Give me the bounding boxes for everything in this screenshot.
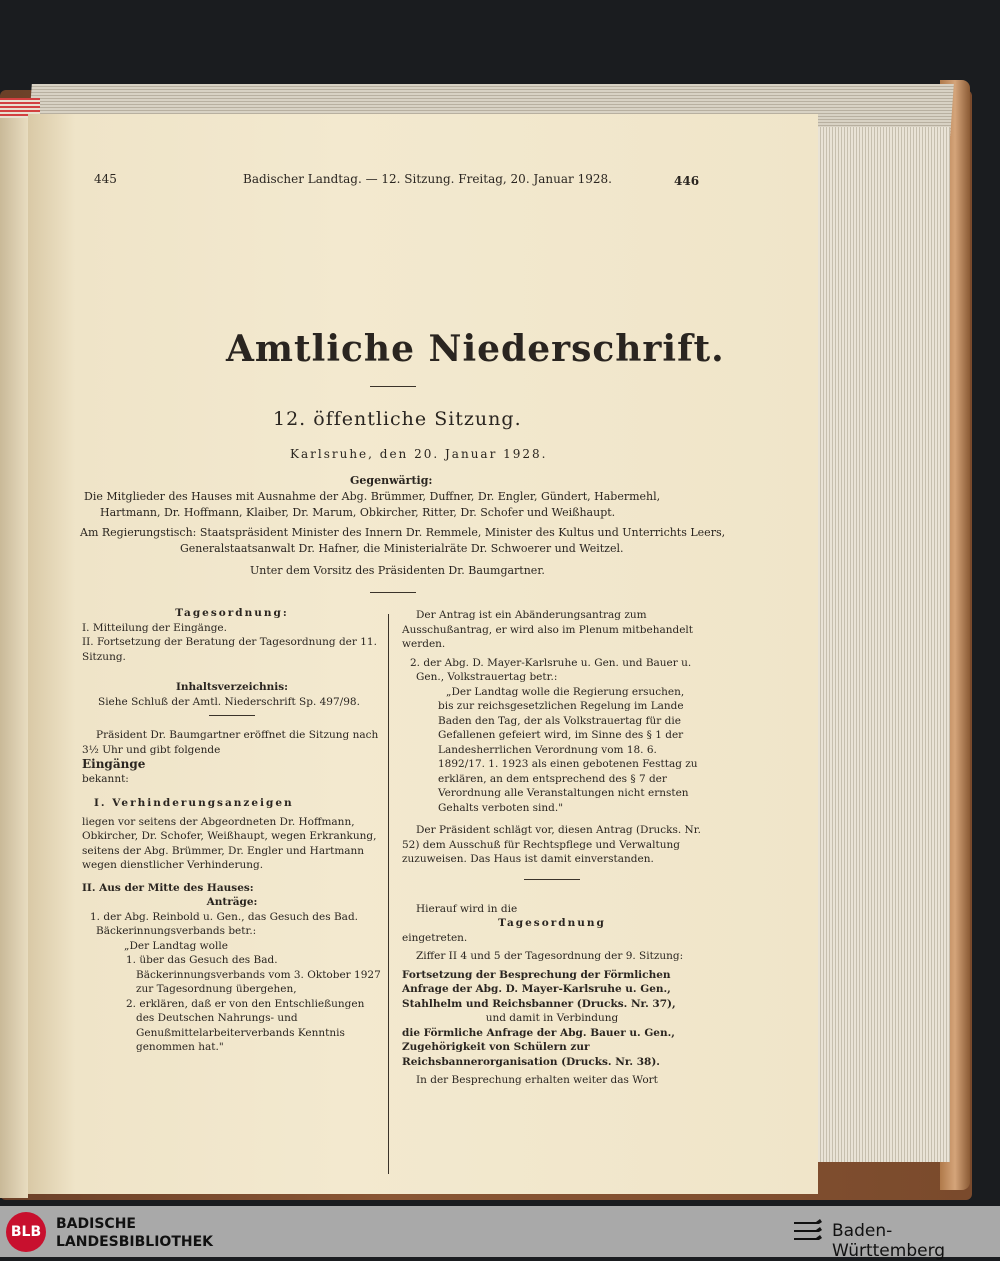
right-rule bbox=[524, 879, 580, 880]
section-1-heading: I. Verhinderungsanzeigen bbox=[94, 797, 294, 809]
page-number-right: 446 bbox=[674, 174, 700, 188]
contents-heading: Inhaltsverzeichnis: bbox=[175, 681, 289, 693]
right-paragraph-2: Der Präsident schlägt vor, diesen Antrag (Drucks. Nr. 52) dem Ausschuß für Rechtspflege und Verwaltung zuzuweisen. Das Haus ist damit einverstanden. bbox=[402, 824, 701, 865]
blb-name[interactable] bbox=[56, 1215, 213, 1251]
session-title: 12. öffentliche Sitzung. bbox=[273, 408, 522, 430]
opening-text: Präsident Dr. Baumgartner eröffnet die Sitzung nach 3½ Uhr und gibt folgende bbox=[82, 729, 379, 756]
right-paragraph-1: Der Antrag ist ein Abänderungsantrag zum Ausschußantrag, er wird also im Plenum mitbehandelt werden. bbox=[402, 609, 693, 650]
bw-label[interactable]: Baden-Württemberg bbox=[832, 1221, 946, 1261]
present-heading: Gegenwärtig: bbox=[350, 474, 433, 487]
tagesordnung-heading: Tagesordnung bbox=[498, 917, 606, 929]
page-edges-right bbox=[800, 127, 950, 1162]
bekannt-text: bekannt: bbox=[82, 772, 129, 785]
document-title: Amtliche Niederschrift. bbox=[226, 328, 725, 370]
footer-bar bbox=[0, 1206, 1000, 1261]
quote-start: „Der Landtag wolle bbox=[124, 939, 228, 952]
blb-logo-icon[interactable]: BLB bbox=[6, 1212, 46, 1252]
antrag-2: 2. der Abg. D. Mayer-Karlsruhe u. Gen. und Bauer u. Gen., Volkstrauertag betr.: bbox=[410, 656, 692, 683]
present-line-1: Die Mitglieder des Hauses mit Ausnahme der Abg. Brümmer, Duffner, Dr. Engler, Gündert, Habermehl, bbox=[84, 490, 661, 503]
page-number-left: 445 bbox=[94, 172, 117, 186]
section-1-text: liegen vor seitens der Abgeordneten Dr. Hoffmann, Obkircher, Dr. Schofer, Weißhaupt, wegen Erkrankung, seitens der Abg. Brümmer, Dr. Engler und Hartmann wegen dienstlicher Verhinderung. bbox=[82, 815, 377, 871]
antraege-heading: Anträge: bbox=[206, 896, 258, 908]
present-line-2: Hartmann, Dr. Hoffmann, Klaiber, Dr. Marum, Obkircher, Ritter, Dr. Schofer und Weißhaupt. bbox=[100, 506, 616, 519]
blb-line-1: BADISCHE bbox=[56, 1216, 136, 1232]
quote-item-1: 1. über das Gesuch des Bad. Bäckerinnungsverbands vom 3. Oktober 1927 zur Tagesordnung übergehen, bbox=[126, 954, 381, 995]
section-2-heading: II. Aus der Mitte des Hauses: bbox=[82, 881, 254, 894]
title-rule bbox=[370, 386, 416, 387]
left-page-strip bbox=[0, 118, 28, 1198]
verbindung-text: und damit in Verbindung bbox=[485, 1012, 619, 1024]
right-column bbox=[402, 608, 702, 1088]
chair-line: Unter dem Vorsitz des Präsidenten Dr. Baumgartner. bbox=[250, 564, 545, 577]
contents-text: Siehe Schluß der Amtl. Niederschrift Sp. 497/98. bbox=[98, 695, 360, 708]
antrag-2-quote: „Der Landtag wolle die Regierung ersuchen, bis zur reichsgesetzlichen Regelung im Lande Baden den Tag, der als Volkstrauertag für die Gefallenen gefeiert wird, im Sinne des § 1 der Landesherrlichen Verordnung vom 18. 6. 1892/17. 1. 1923 als einen gebotenen Festtag zu erklären, an dem entsprechend des § 7 der Verordnung alle Veranstaltungen nicht ernsten Gehalts verboten sind." bbox=[438, 685, 698, 814]
hierauf-text: Hierauf wird in die bbox=[416, 902, 518, 915]
agenda-item-2: II. Fortsetzung der Beratung der Tagesordnung der 11. Sitzung. bbox=[82, 636, 377, 663]
eingetreten-text: eingetreten. bbox=[402, 931, 468, 944]
antrag-1: 1. der Abg. Reinbold u. Gen., das Gesuch des Bad. Bäckerinnungsverbands betr.: bbox=[90, 910, 359, 937]
bold-paragraph-1: Fortsetzung der Besprechung der Förmlichen Anfrage der Abg. D. Mayer-Karlsruhe u. Gen., Stahlhelm und Reichsbanner (Drucks. Nr. 37), bbox=[402, 968, 676, 1010]
agenda-heading: Tagesordnung: bbox=[175, 607, 289, 619]
bw-lions-icon bbox=[790, 1216, 826, 1248]
left-column bbox=[82, 606, 382, 1055]
blb-line-2: LANDESBIBLIOTHEK bbox=[56, 1234, 214, 1250]
place-date: Karlsruhe, den 20. Januar 1928. bbox=[290, 447, 548, 461]
section-rule bbox=[370, 592, 416, 593]
present-line-4: Generalstaatsanwalt Dr. Hafner, die Ministerialräte Dr. Schwoerer und Weitzel. bbox=[180, 542, 624, 555]
agenda-item-1: I. Mitteilung der Eingänge. bbox=[82, 621, 227, 634]
quote-item-2: 2. erklären, daß er von den Entschließungen des Deutschen Nahrungs- und Genußmittelarbeiterverbands Kenntnis genommen hat." bbox=[126, 997, 365, 1053]
book-scan bbox=[0, 62, 975, 1206]
ziffer-text: Ziffer II 4 und 5 der Tagesordnung der 9. Sitzung: bbox=[416, 950, 684, 962]
bold-paragraph-2: die Förmliche Anfrage der Abg. Bauer u. Gen., Zugehörigkeit von Schülern zur Reichsbannerorganisation (Drucks. Nr. 38). bbox=[402, 1026, 675, 1068]
eingaenge-heading: Eingänge bbox=[82, 757, 146, 771]
last-line: In der Besprechung erhalten weiter das Wort bbox=[416, 1074, 658, 1086]
running-header: Badischer Landtag. — 12. Sitzung. Freitag, 20. Januar 1928. bbox=[243, 172, 612, 186]
left-rule-1 bbox=[209, 715, 255, 716]
column-divider bbox=[388, 614, 389, 1174]
present-line-3: Am Regierungstisch: Staatspräsident Minister des Innern Dr. Remmele, Minister des Kultus und Unterrichts Leers, bbox=[80, 526, 726, 539]
document-page bbox=[28, 114, 818, 1194]
